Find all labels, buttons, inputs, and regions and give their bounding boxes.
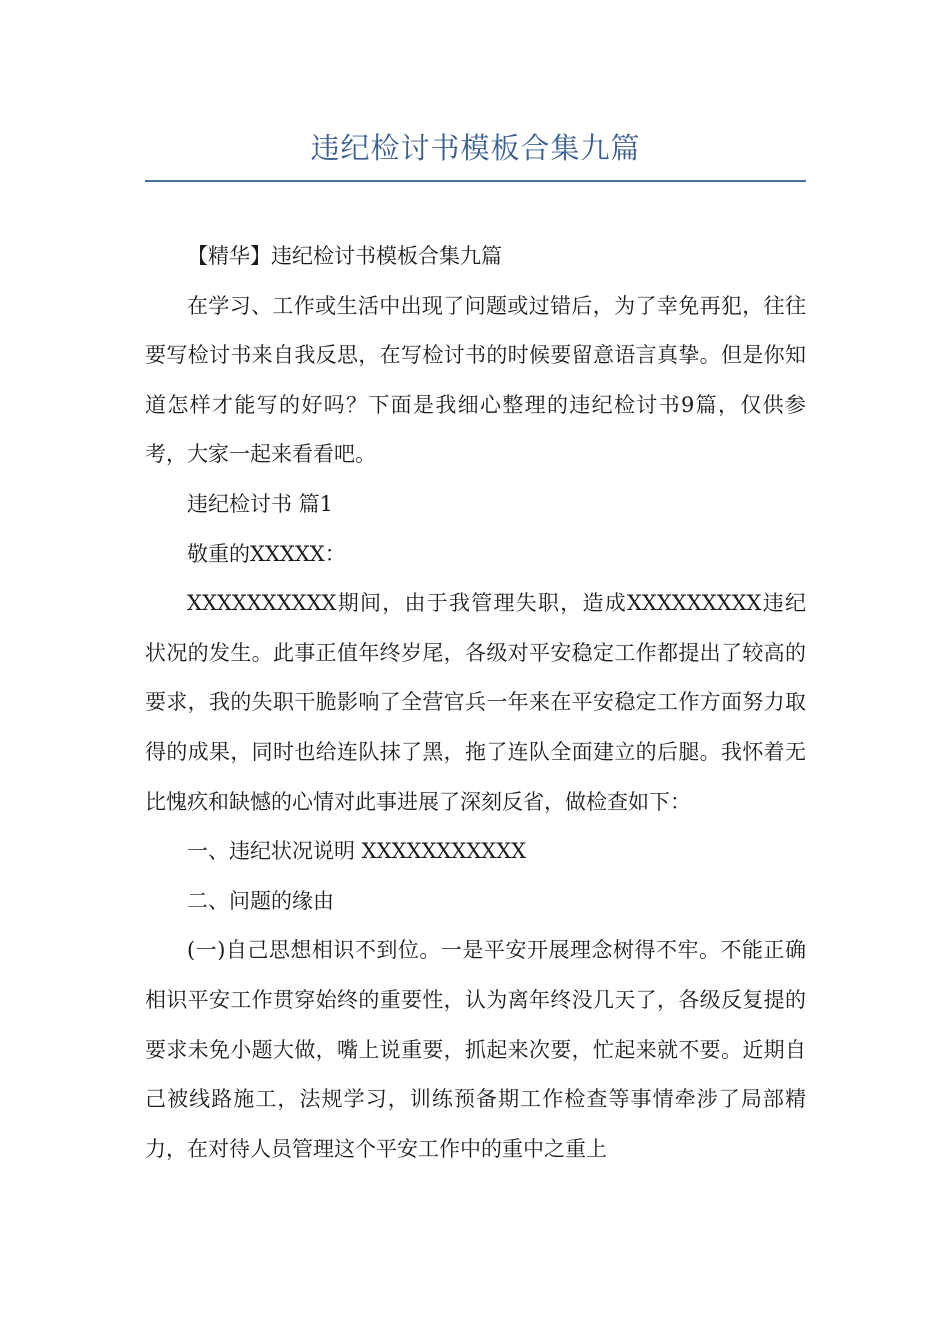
list-heading-2: 二、问题的缘由 (187, 888, 334, 913)
document-body (145, 232, 806, 1174)
title-divider (145, 180, 806, 182)
document-title: 违纪检讨书模板合集九篇 (310, 131, 641, 165)
section-heading: 违纪检讨书 篇1 (187, 491, 334, 516)
intro-paragraph: 在学习、工作或生活中出现了问题或过错后，为了幸免再犯，往往要写检讨书来自我反思，在写检讨书的时候要留意语言真挚。但是你知道怎样才能写的好吗？下面是我细心整理的违纪检讨书9篇，仅供参考，大家一起来看看吧。 (145, 293, 806, 467)
body-paragraph: (一)自己思想相识不到位。一是平安开展理念树得不牢。不能正确相识平安工作贯穿始终的重要性，认为离年终没几天了，各级反复提的要求未免小题大做，嘴上说重要，抓起来次要，忙起来就不要。近期自己被线路施工，法规学习，训练预备期工作检查等事情牵涉了局部精力，在对待人员管理这个平安工作中的重中之重上 (145, 938, 806, 1161)
subtitle-paragraph: 【精华】违纪检讨书模板合集九篇 (187, 244, 502, 268)
list-heading-1: 一、违纪状况说明 XXXXXXXXXXX (187, 839, 527, 864)
salutation: 敬重的XXXXX： (187, 541, 346, 566)
body-paragraph: XXXXXXXXXX期间，由于我管理失职，造成XXXXXXXXX违纪状况的发生。此事正值年终岁尾，各级对平安稳定工作都提出了较高的要求，我的失职干脆影响了全营官兵一年来在平安稳定工作方面努力取得的成果，同时也给连队抹了黑，拖了连队全面建立的后腿。我怀着无比愧疚和缺憾的心情对此事进展了深刻反省，做检查如下： (145, 591, 806, 814)
